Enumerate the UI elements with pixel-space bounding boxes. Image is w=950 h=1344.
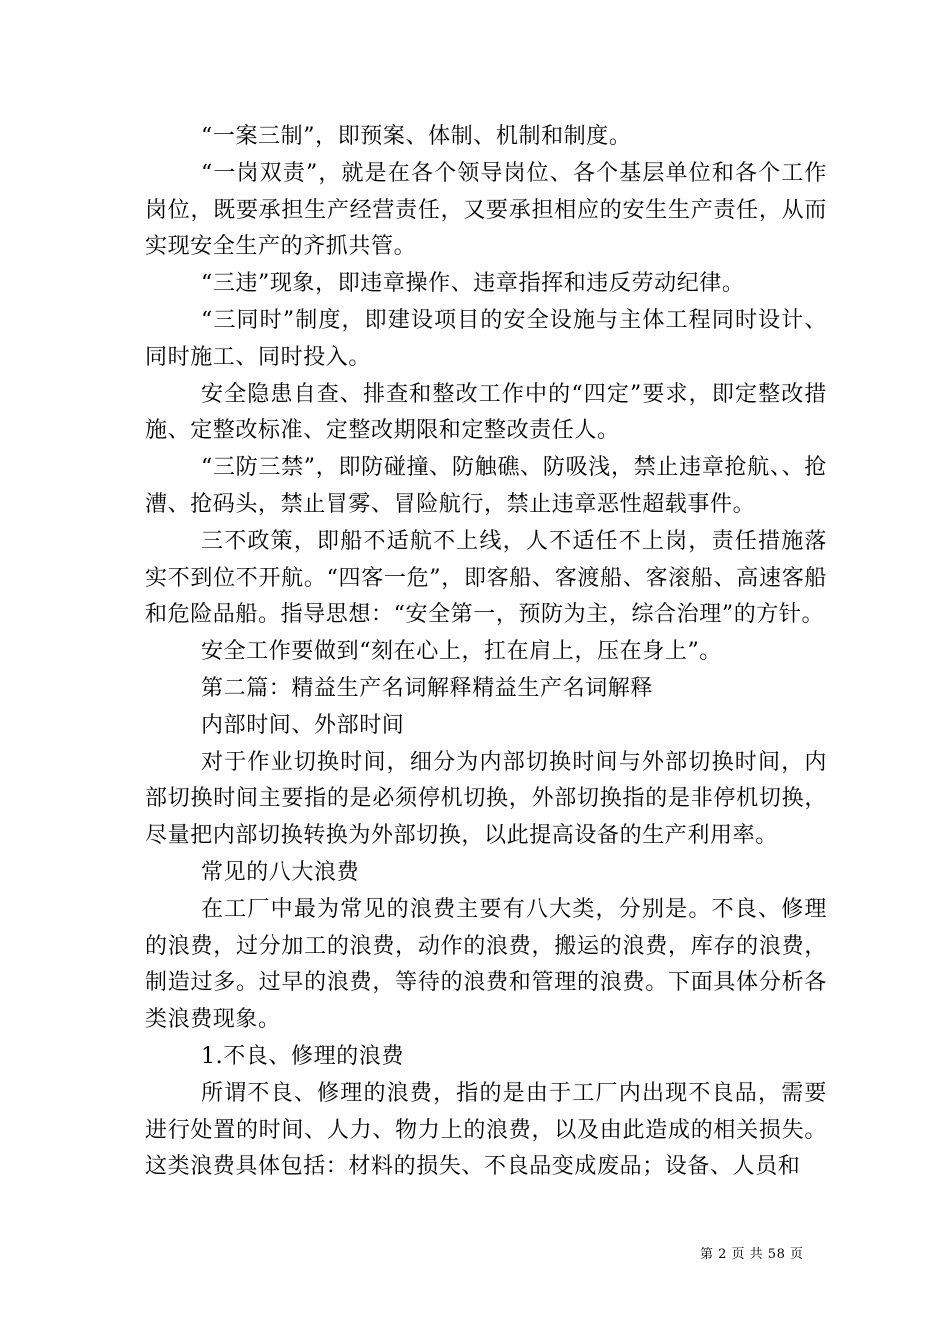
paragraph: 在工厂中最为常见的浪费主要有八大类，分别是。不良、修理的浪费，过分加工的浪费，动作的浪费，搬运的浪费，库存的浪费，制造过多。过早的浪费，等待的浪费和管理的浪费。下面具体分析各类浪费现象。 [145,896,827,1033]
paragraph: 安全隐患自查、排查和整改工作中的“四定”要求，即定整改措施、定整改标准、定整改期限和定整改责任人。 [145,381,827,444]
paragraph: “一案三制”，即预案、体制、机制和制度。 [201,124,632,149]
paragraph: “三同时”制度，即建设项目的安全设施与主体工程同时设计、同时施工、同时投入。 [145,307,827,370]
paragraph: “三防三禁”，即防碰撞、防触礁、防吸浅，禁止违章抢航、、抢漕、抢码头，禁止冒雾、冒险航行，禁止违章恶性超载事件。 [145,455,827,517]
paragraph: 三不政策，即船不适航不上线，人不适任不上岗，责任措施落实不到位不开航。“四客一危”，即客船、客渡船、客滚船、高速客船和危险品船。指导思想：“安全第一，预防为主，综合治理”的方针。 [145,528,827,628]
paragraph: 所谓不良、修理的浪费，指的是由于工厂内出现不良品，需要进行处置的时间、人力、物力上的浪费，以及由此造成的相关损失。这类浪费具体包括：材料的损失、不良品变成废品；设备、人员和 [145,1080,827,1180]
paragraph: “一岗双责”，就是在各个领导岗位、各个基层单位和各个工作岗位，既要承担生产经营责任，又要承担相应的安生生产责任，从而实现安全生产的齐抓共管。 [145,160,827,260]
document-body [145,119,827,1186]
paragraph: 对于作业切换时间，细分为内部切换时间与外部切换时间，内部切换时间主要指的是必须停机切换，外部切换指的是非停机切换，尽量把内部切换转换为外部切换，以此提高设备的生产利用率。 [145,749,827,849]
subheading: 1.不良、修理的浪费 [201,1043,404,1069]
paragraph: 安全工作要做到“刻在心上，扛在肩上，压在身上”。 [201,639,722,665]
subheading: 常见的八大浪费 [201,859,360,885]
subheading: 内部时间、外部时间 [201,712,405,738]
paragraph: “三违”现象，即违章操作、违章指挥和违反劳动纪律。 [201,271,745,297]
section-heading: 第二篇：精益生产名词解释精益生产名词解释 [201,675,654,701]
page-number: 第 2 页 共 58 页 [700,1247,804,1262]
